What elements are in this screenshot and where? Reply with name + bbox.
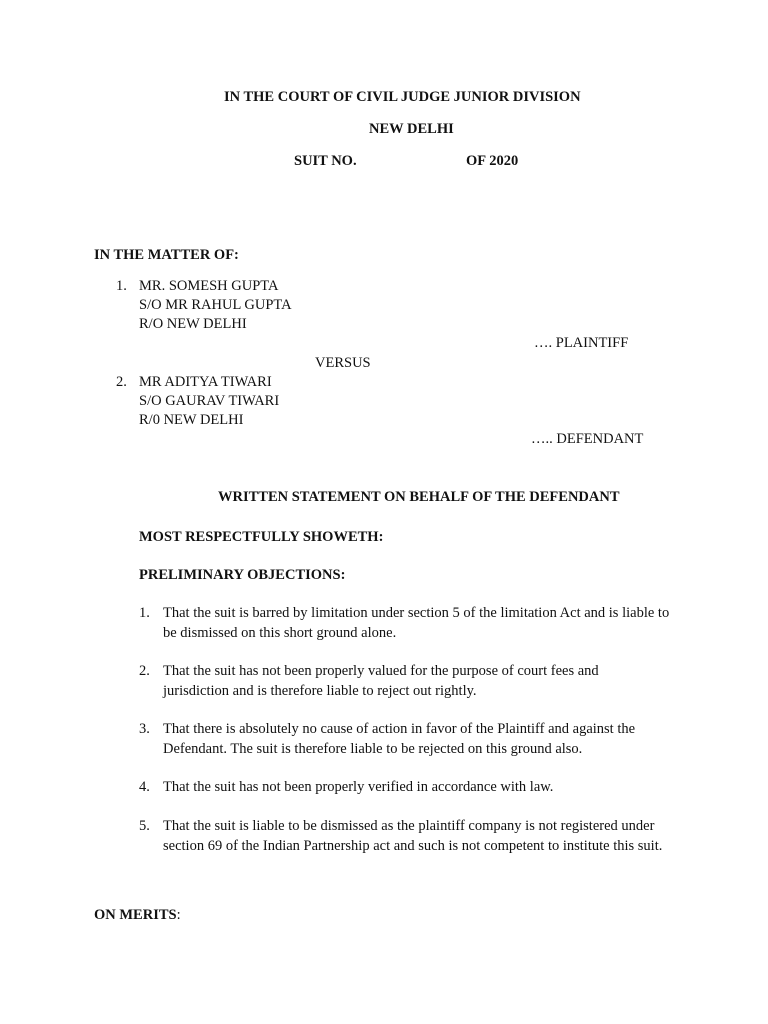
matter-heading: IN THE MATTER OF: bbox=[94, 247, 239, 263]
plaintiff-name: MR. SOMESH GUPTA bbox=[139, 278, 279, 294]
defendant-residence: R/0 NEW DELHI bbox=[139, 412, 244, 428]
suit-year: OF 2020 bbox=[466, 153, 519, 169]
defendant-number: 2. bbox=[116, 374, 127, 390]
objection-number: 2. bbox=[139, 663, 150, 679]
objection-text: That the suit has not been properly verified in accordance with law. bbox=[163, 779, 554, 795]
objections-heading: PRELIMINARY OBJECTIONS: bbox=[139, 567, 346, 583]
statement-title: WRITTEN STATEMENT ON BEHALF OF THE DEFENDANT bbox=[218, 489, 620, 505]
objection-number: 1. bbox=[139, 605, 150, 621]
court-title: IN THE COURT OF CIVIL JUDGE JUNIOR DIVISION bbox=[224, 89, 581, 105]
objection-number: 4. bbox=[139, 779, 150, 795]
versus-label: VERSUS bbox=[315, 355, 371, 371]
defendant-role: ….. DEFENDANT bbox=[531, 431, 644, 447]
objection-text: That the suit has not been properly valued for the purpose of court fees and jurisdiction and is therefore liable to reject out rightly. bbox=[163, 663, 599, 699]
merits-heading-line bbox=[94, 906, 181, 925]
objection-text: That the suit is liable to be dismissed as the plaintiff company is not registered under section 69 of the Indian Partnership act and such is not competent to institute this suit. bbox=[163, 818, 663, 854]
plaintiff-role: …. PLAINTIFF bbox=[534, 335, 629, 351]
merits-heading: ON MERITS bbox=[94, 907, 177, 923]
plaintiff-parent: S/O MR RAHUL GUPTA bbox=[139, 297, 292, 313]
plaintiff-number: 1. bbox=[116, 278, 127, 294]
defendant-name: MR ADITYA TIWARI bbox=[139, 374, 272, 390]
objection-text: That there is absolutely no cause of action in favor of the Plaintiff and against the Defendant. The suit is therefore liable to be rejected on this ground also. bbox=[163, 721, 636, 757]
court-city: NEW DELHI bbox=[369, 121, 454, 137]
defendant-parent: S/O GAURAV TIWARI bbox=[139, 393, 280, 409]
objection-text: That the suit is barred by limitation under section 5 of the limitation Act and is liable to be dismissed on this short ground alone. bbox=[163, 605, 670, 641]
merits-colon: : bbox=[176, 907, 181, 923]
showeth-heading: MOST RESPECTFULLY SHOWETH: bbox=[139, 529, 384, 545]
suit-number-label: SUIT NO. bbox=[294, 153, 357, 169]
plaintiff-residence: R/O NEW DELHI bbox=[139, 316, 247, 332]
objection-number: 3. bbox=[139, 721, 150, 737]
objection-number: 5. bbox=[139, 818, 150, 834]
